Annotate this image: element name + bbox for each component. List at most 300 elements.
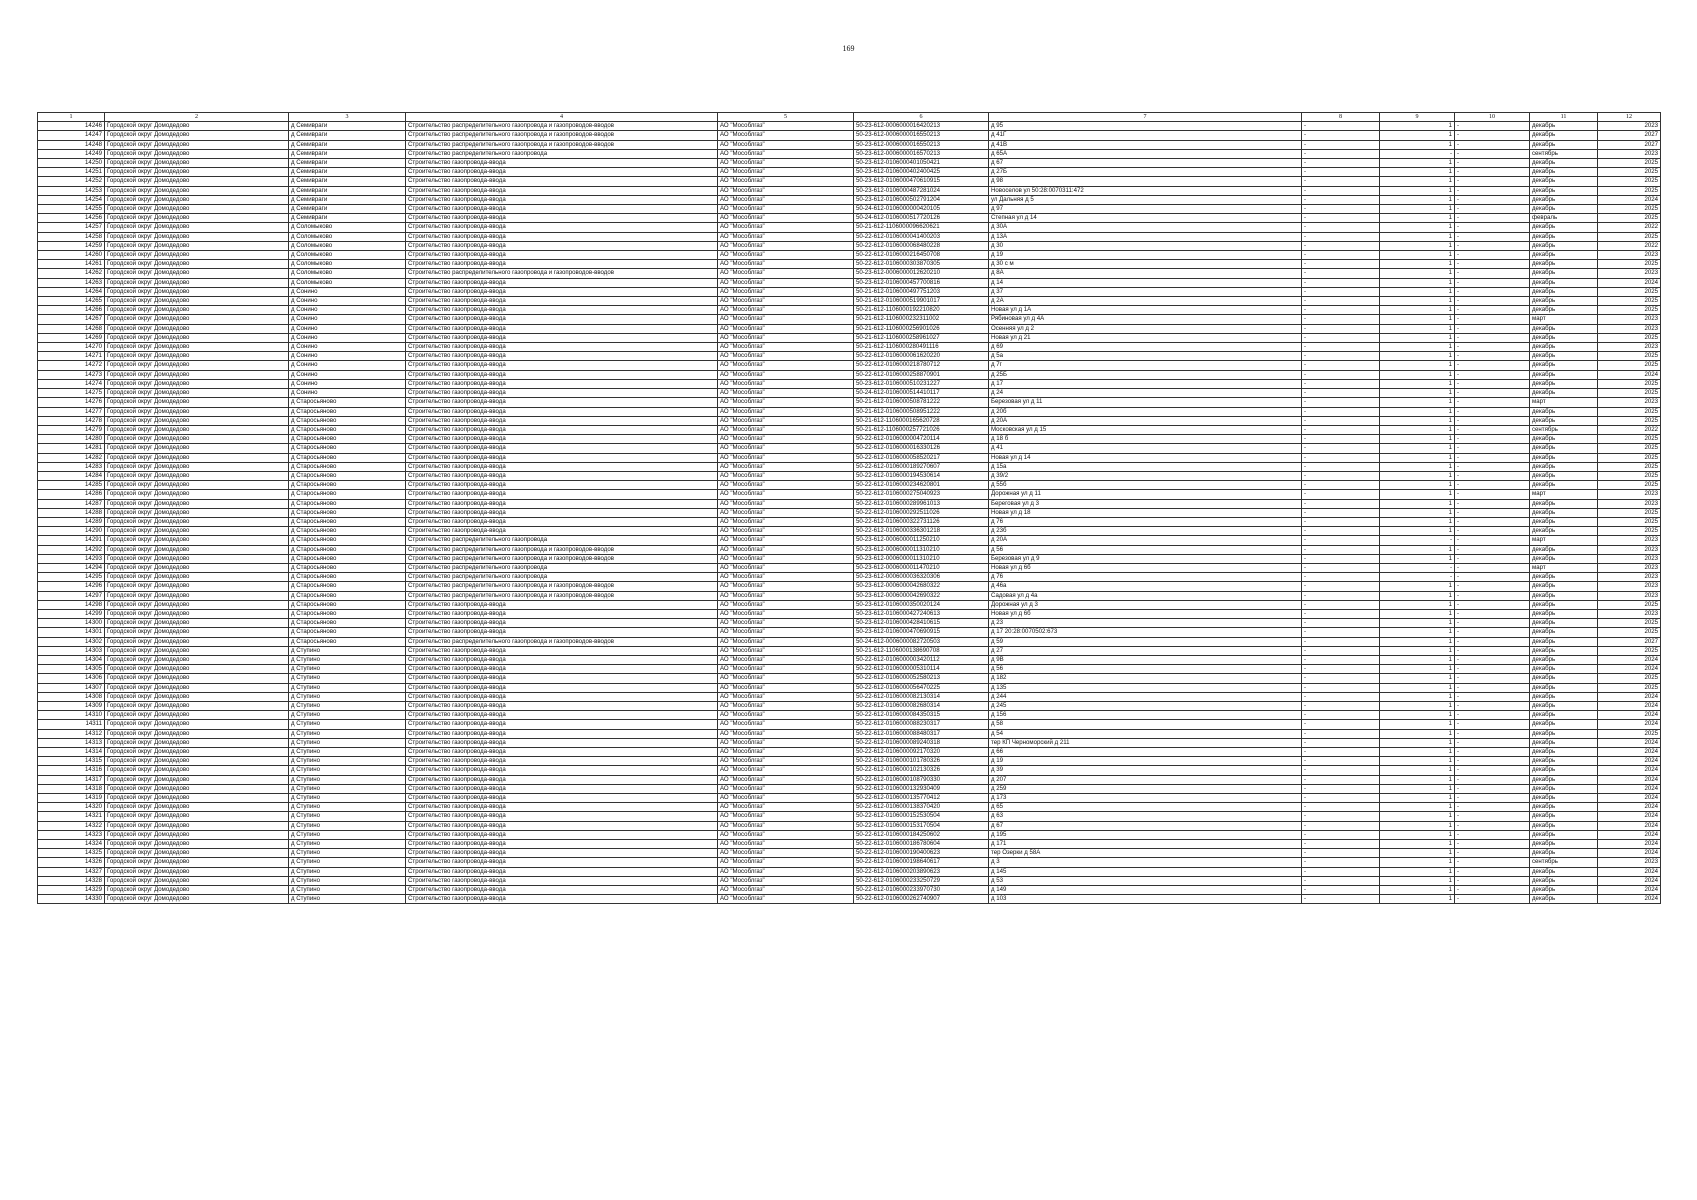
month-cell: февраль [1530,214,1598,223]
col-9-cell: 1 [1380,655,1455,664]
work-type-cell: Строительство газопровода-ввода [406,784,718,793]
address-cell: д 41Г [989,131,1302,140]
column-header-9: 9 [1380,113,1455,122]
table-row [38,389,1661,398]
col-9-cell: 1 [1380,297,1455,306]
col-9-cell: 1 [1380,122,1455,131]
row-number-cell: 14318 [38,784,105,793]
table-row [38,812,1661,821]
application-number-cell: 50-23-612-0106000428410615 [854,619,989,628]
work-type-cell: Строительство газопровода-ввода [406,324,718,333]
address-cell: тер КП Черноморский д 211 [989,738,1302,747]
col-9-cell: 1 [1380,545,1455,554]
col-10-cell: - [1455,876,1530,885]
municipality-cell: Городской округ Домодедово [105,278,289,287]
settlement-cell: д Ступино [289,674,406,683]
col-8-cell: - [1302,333,1380,342]
table-row [38,195,1661,204]
organization-cell: АО "Мособлгаз" [718,665,854,674]
organization-cell: АО "Мособлгаз" [718,628,854,637]
col-8-cell: - [1302,361,1380,370]
work-type-cell: Строительство газопровода-ввода [406,517,718,526]
organization-cell: АО "Мособлгаз" [718,315,854,324]
application-number-cell: 50-22-612-0106000082680314 [854,702,989,711]
table-row [38,223,1661,232]
year-cell: 2023 [1598,858,1661,867]
row-number-cell: 14253 [38,186,105,195]
month-cell: декабрь [1530,453,1598,462]
address-cell: д 39/2 [989,471,1302,480]
col-9-cell: 1 [1380,867,1455,876]
year-cell: 2025 [1598,177,1661,186]
row-number-cell: 14285 [38,481,105,490]
month-cell: март [1530,536,1598,545]
col-10-cell: - [1455,830,1530,839]
col-10-cell: - [1455,232,1530,241]
page-number: 169 [842,44,855,53]
col-8-cell: - [1302,425,1380,434]
settlement-cell: д Соломыково [289,251,406,260]
work-type-cell: Строительство газопровода-ввода [406,886,718,895]
month-cell: декабрь [1530,849,1598,858]
work-type-cell: Строительство распределительного газопровода и газопроводов-вводов [406,545,718,554]
municipality-cell: Городской округ Домодедово [105,858,289,867]
address-cell: Новая ул д 6б [989,563,1302,572]
application-number-cell: 50-22-612-0106000233970730 [854,886,989,895]
municipality-cell: Городской округ Домодедово [105,177,289,186]
row-number-cell: 14246 [38,122,105,131]
application-number-cell: 50-22-612-0106000218780712 [854,361,989,370]
organization-cell: АО "Мособлгаз" [718,361,854,370]
municipality-cell: Городской округ Домодедово [105,711,289,720]
application-number-cell: 50-22-612-0106000292511026 [854,508,989,517]
organization-cell: АО "Мособлгаз" [718,766,854,775]
year-cell: 2025 [1598,205,1661,214]
application-number-cell: 50-22-612-0106000336301218 [854,527,989,536]
month-cell: декабрь [1530,223,1598,232]
month-cell: декабрь [1530,251,1598,260]
municipality-cell: Городской округ Домодедово [105,324,289,333]
month-cell: декабрь [1530,324,1598,333]
month-cell: декабрь [1530,343,1598,352]
work-type-cell: Строительство газопровода-ввода [406,168,718,177]
organization-cell: АО "Мособлгаз" [718,435,854,444]
municipality-cell: Городской округ Домодедово [105,591,289,600]
settlement-cell: д Соломыково [289,223,406,232]
month-cell: сентябрь [1530,425,1598,434]
municipality-cell: Городской округ Домодедово [105,628,289,637]
col-10-cell: - [1455,343,1530,352]
settlement-cell: д Соломыково [289,232,406,241]
application-number-cell: 50-23-612-0006000012620210 [854,269,989,278]
year-cell: 2022 [1598,223,1661,232]
year-cell: 2027 [1598,637,1661,646]
settlement-cell: д Ступино [289,738,406,747]
work-type-cell: Строительство распределительного газопровода [406,563,718,572]
table-row [38,757,1661,766]
table-row [38,858,1661,867]
address-cell: д 24 [989,389,1302,398]
application-number-cell: 50-22-612-0106000056470225 [854,683,989,692]
work-type-cell: Строительство газопровода-ввода [406,177,718,186]
work-type-cell: Строительство газопровода-ввода [406,333,718,342]
work-type-cell: Строительство газопровода-ввода [406,471,718,480]
work-type-cell: Строительство газопровода-ввода [406,757,718,766]
organization-cell: АО "Мособлгаз" [718,876,854,885]
address-cell: д 259 [989,784,1302,793]
address-cell: д 76 [989,517,1302,526]
col-10-cell: - [1455,812,1530,821]
municipality-cell: Городской округ Домодедово [105,149,289,158]
month-cell: декабрь [1530,260,1598,269]
application-number-cell: 50-22-612-0106000184250602 [854,830,989,839]
application-number-cell: 50-21-612-0106000508951222 [854,407,989,416]
work-type-cell: Строительство газопровода-ввода [406,195,718,204]
col-9-cell: 1 [1380,508,1455,517]
work-type-cell: Строительство распределительного газопровода и газопроводов-вводов [406,131,718,140]
col-8-cell: - [1302,803,1380,812]
col-10-cell: - [1455,122,1530,131]
col-8-cell: - [1302,186,1380,195]
month-cell: декабрь [1530,812,1598,821]
table-row [38,149,1661,158]
table-row [38,849,1661,858]
settlement-cell: д Сонино [289,361,406,370]
row-number-cell: 14280 [38,435,105,444]
organization-cell: АО "Мособлгаз" [718,389,854,398]
col-10-cell: - [1455,609,1530,618]
month-cell: декабрь [1530,416,1598,425]
col-9-cell: 1 [1380,849,1455,858]
col-9-cell: 1 [1380,481,1455,490]
month-cell: декабрь [1530,287,1598,296]
municipality-cell: Городской округ Домодедово [105,398,289,407]
work-type-cell: Строительство распределительного газопровода и газопроводов-вводов [406,554,718,563]
settlement-cell: д Ступино [289,720,406,729]
col-8-cell: - [1302,609,1380,618]
year-cell: 2025 [1598,416,1661,425]
settlement-cell: д Соломыково [289,260,406,269]
application-number-cell: 50-22-612-0106000152530504 [854,812,989,821]
row-number-cell: 14275 [38,389,105,398]
row-number-cell: 14310 [38,711,105,720]
table-row [38,876,1661,885]
organization-cell: АО "Мособлгаз" [718,122,854,131]
row-number-cell: 14247 [38,131,105,140]
organization-cell: АО "Мособлгаз" [718,214,854,223]
settlement-cell: д Ступино [289,702,406,711]
table-row [38,720,1661,729]
year-cell: 2023 [1598,536,1661,545]
organization-cell: АО "Мособлгаз" [718,425,854,434]
table-row [38,499,1661,508]
work-type-cell: Строительство газопровода-ввода [406,803,718,812]
year-cell: 2024 [1598,821,1661,830]
table-row [38,830,1661,839]
application-number-cell: 50-22-612-0106000190400623 [854,849,989,858]
col-10-cell: - [1455,499,1530,508]
work-type-cell: Строительство газопровода-ввода [406,508,718,517]
col-9-cell: 1 [1380,343,1455,352]
row-number-cell: 14289 [38,517,105,526]
work-type-cell: Строительство распределительного газопровода и газопроводов-вводов [406,140,718,149]
municipality-cell: Городской округ Домодедово [105,674,289,683]
month-cell: декабрь [1530,655,1598,664]
settlement-cell: д Соломыково [289,278,406,287]
col-8-cell: - [1302,324,1380,333]
settlement-cell: д Старосьяново [289,490,406,499]
municipality-cell: Городской округ Домодедово [105,665,289,674]
year-cell: 2027 [1598,140,1661,149]
table-row [38,692,1661,701]
row-number-cell: 14288 [38,508,105,517]
work-type-cell: Строительство газопровода-ввода [406,214,718,223]
column-header-10: 10 [1455,113,1530,122]
work-type-cell: Строительство газопровода-ввода [406,490,718,499]
col-9-cell: 1 [1380,840,1455,849]
table-row [38,278,1661,287]
row-number-cell: 14303 [38,646,105,655]
col-9-cell: 1 [1380,195,1455,204]
work-type-cell: Строительство распределительного газопровода [406,573,718,582]
month-cell: декабрь [1530,370,1598,379]
month-cell: декабрь [1530,545,1598,554]
work-type-cell: Строительство газопровода-ввода [406,186,718,195]
col-10-cell: - [1455,269,1530,278]
col-9-cell: 1 [1380,748,1455,757]
organization-cell: АО "Мособлгаз" [718,895,854,904]
address-cell: Дорожная ул д 11 [989,490,1302,499]
work-type-cell: Строительство газопровода-ввода [406,665,718,674]
col-8-cell: - [1302,600,1380,609]
table-row [38,711,1661,720]
year-cell: 2025 [1598,444,1661,453]
col-8-cell: - [1302,177,1380,186]
settlement-cell: д Семивраги [289,131,406,140]
application-number-cell: 50-23-612-0106000350020124 [854,600,989,609]
col-8-cell: - [1302,692,1380,701]
col-9-cell: - [1380,563,1455,572]
col-10-cell: - [1455,435,1530,444]
col-10-cell: - [1455,886,1530,895]
table-row [38,186,1661,195]
col-10-cell: - [1455,545,1530,554]
col-10-cell: - [1455,389,1530,398]
work-type-cell: Строительство газопровода-ввода [406,287,718,296]
address-cell: д 195 [989,830,1302,839]
settlement-cell: д Ступино [289,646,406,655]
organization-cell: АО "Мособлгаз" [718,609,854,618]
year-cell: 2025 [1598,306,1661,315]
settlement-cell: д Старосьяново [289,462,406,471]
col-9-cell: 1 [1380,720,1455,729]
table-row [38,895,1661,904]
col-8-cell: - [1302,343,1380,352]
col-9-cell: 1 [1380,692,1455,701]
work-type-cell: Строительство газопровода-ввода [406,481,718,490]
col-10-cell: - [1455,674,1530,683]
col-9-cell: - [1380,573,1455,582]
work-type-cell: Строительство распределительного газопровода и газопроводов-вводов [406,122,718,131]
application-number-cell: 50-22-612-0106000041400203 [854,232,989,241]
settlement-cell: д Старосьяново [289,554,406,563]
address-cell: д 55б [989,481,1302,490]
col-8-cell: - [1302,545,1380,554]
address-cell: д 245 [989,702,1302,711]
row-number-cell: 14278 [38,416,105,425]
organization-cell: АО "Мособлгаз" [718,269,854,278]
year-cell: 2022 [1598,241,1661,250]
work-type-cell: Строительство газопровода-ввода [406,435,718,444]
col-9-cell: 1 [1380,821,1455,830]
organization-cell: АО "Мособлгаз" [718,812,854,821]
col-8-cell: - [1302,628,1380,637]
municipality-cell: Городской округ Домодедово [105,481,289,490]
month-cell: март [1530,315,1598,324]
municipality-cell: Городской округ Домодедово [105,757,289,766]
month-cell: декабрь [1530,527,1598,536]
municipality-cell: Городской округ Домодедово [105,821,289,830]
col-8-cell: - [1302,416,1380,425]
col-9-cell: 1 [1380,177,1455,186]
row-number-cell: 14323 [38,830,105,839]
month-cell: декабрь [1530,784,1598,793]
month-cell: декабрь [1530,195,1598,204]
col-8-cell: - [1302,886,1380,895]
col-10-cell: - [1455,619,1530,628]
table-row [38,600,1661,609]
settlement-cell: д Старосьяново [289,407,406,416]
table-row [38,177,1661,186]
year-cell: 2023 [1598,315,1661,324]
organization-cell: АО "Мособлгаз" [718,867,854,876]
settlement-cell: д Сонино [289,352,406,361]
year-cell: 2025 [1598,232,1661,241]
month-cell: декабрь [1530,674,1598,683]
work-type-cell: Строительство распределительного газопровода и газопроводов-вводов [406,269,718,278]
col-8-cell: - [1302,646,1380,655]
col-9-cell: 1 [1380,361,1455,370]
address-cell: Дорожная ул д 3 [989,600,1302,609]
address-cell: д 66 [989,748,1302,757]
application-number-cell: 50-22-612-0106000233250729 [854,876,989,885]
year-cell: 2024 [1598,812,1661,821]
application-number-cell: 50-22-612-0106000194530614 [854,471,989,480]
address-cell: д 5а [989,352,1302,361]
application-number-cell: 50-23-612-0106000510231227 [854,379,989,388]
application-number-cell: 50-21-612-1106000256901026 [854,324,989,333]
row-number-cell: 14248 [38,140,105,149]
col-9-cell: 1 [1380,619,1455,628]
col-9-cell: 1 [1380,876,1455,885]
organization-cell: АО "Мособлгаз" [718,195,854,204]
col-9-cell: 1 [1380,757,1455,766]
col-10-cell: - [1455,646,1530,655]
col-10-cell: - [1455,692,1530,701]
row-number-cell: 14328 [38,876,105,885]
row-number-cell: 14330 [38,895,105,904]
application-number-cell: 50-23-612-0106000470610915 [854,177,989,186]
column-header-8: 8 [1302,113,1380,122]
settlement-cell: д Ступино [289,729,406,738]
organization-cell: АО "Мособлгаз" [718,536,854,545]
month-cell: декабрь [1530,582,1598,591]
col-8-cell: - [1302,517,1380,526]
year-cell: 2023 [1598,582,1661,591]
table-row [38,361,1661,370]
col-10-cell: - [1455,471,1530,480]
address-cell: Московская ул д 15 [989,425,1302,434]
address-cell: д 23б [989,527,1302,536]
organization-cell: АО "Мособлгаз" [718,159,854,168]
address-cell: Новоселов ул 50:28:0070311:472 [989,186,1302,195]
settlement-cell: д Старосьяново [289,444,406,453]
col-9-cell: 1 [1380,609,1455,618]
application-number-cell: 50-23-612-0106000427240613 [854,609,989,618]
organization-cell: АО "Мособлгаз" [718,563,854,572]
application-number-cell: 50-23-612-0006000011470210 [854,563,989,572]
col-10-cell: - [1455,563,1530,572]
organization-cell: АО "Мособлгаз" [718,398,854,407]
col-8-cell: - [1302,830,1380,839]
month-cell: декабрь [1530,886,1598,895]
work-type-cell: Строительство газопровода-ввода [406,830,718,839]
year-cell: 2025 [1598,674,1661,683]
year-cell: 2024 [1598,775,1661,784]
address-cell: д 58 [989,720,1302,729]
settlement-cell: д Сонино [289,297,406,306]
col-8-cell: - [1302,168,1380,177]
col-9-cell: 1 [1380,784,1455,793]
work-type-cell: Строительство газопровода-ввода [406,858,718,867]
settlement-cell: д Семивраги [289,149,406,158]
table-row [38,582,1661,591]
address-cell: д 63 [989,812,1302,821]
application-number-cell: 50-24-612-0106000514410117 [854,389,989,398]
application-number-cell: 50-22-612-0106000322731126 [854,517,989,526]
municipality-cell: Городской округ Домодедово [105,895,289,904]
month-cell: декабрь [1530,591,1598,600]
organization-cell: АО "Мособлгаз" [718,444,854,453]
address-cell: д 20б [989,407,1302,416]
col-8-cell: - [1302,471,1380,480]
work-type-cell: Строительство газопровода-ввода [406,407,718,416]
col-8-cell: - [1302,619,1380,628]
row-number-cell: 14267 [38,315,105,324]
col-10-cell: - [1455,462,1530,471]
col-8-cell: - [1302,895,1380,904]
year-cell: 2023 [1598,343,1661,352]
row-number-cell: 14262 [38,269,105,278]
month-cell: декабрь [1530,609,1598,618]
table-row [38,886,1661,895]
address-cell: д 18 б [989,435,1302,444]
col-8-cell: - [1302,315,1380,324]
col-9-cell: 1 [1380,766,1455,775]
work-type-cell: Строительство газопровода-ввода [406,674,718,683]
col-9-cell: 1 [1380,886,1455,895]
col-9-cell: 1 [1380,232,1455,241]
year-cell: 2024 [1598,784,1661,793]
municipality-cell: Городской округ Домодедово [105,692,289,701]
month-cell: декабрь [1530,573,1598,582]
address-cell: д 27 [989,646,1302,655]
municipality-cell: Городской округ Домодедово [105,416,289,425]
application-number-cell: 50-23-612-0106000401050421 [854,159,989,168]
col-8-cell: - [1302,812,1380,821]
municipality-cell: Городской округ Домодедово [105,205,289,214]
organization-cell: АО "Мособлгаз" [718,205,854,214]
